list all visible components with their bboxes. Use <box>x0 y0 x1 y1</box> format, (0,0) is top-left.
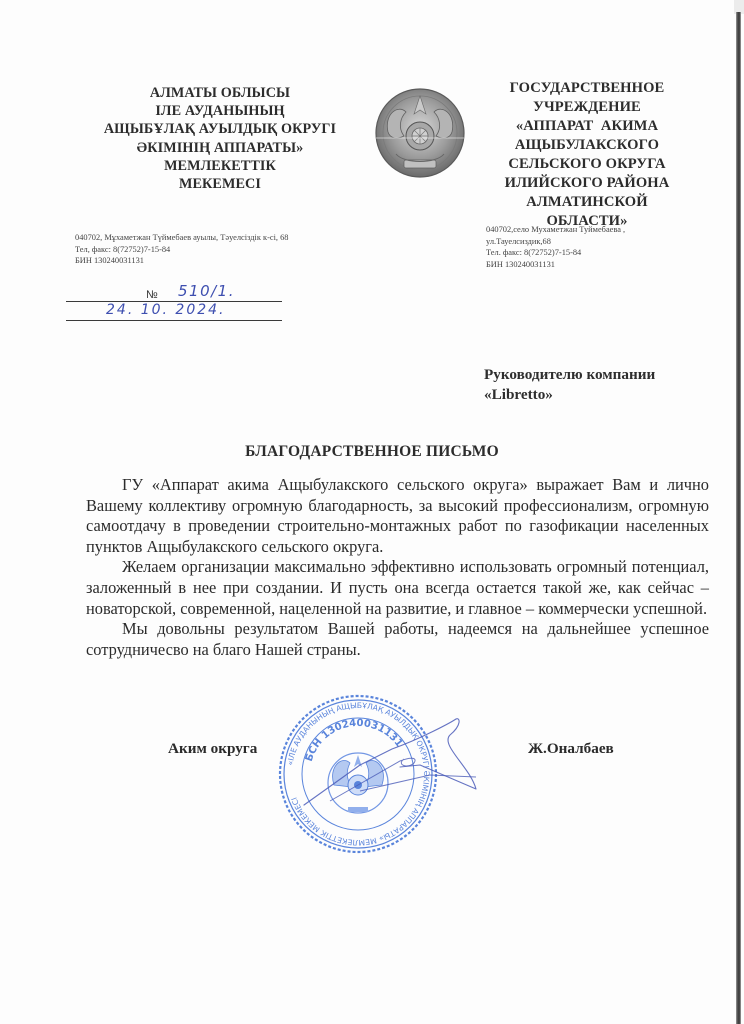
address-line: 040702,село Мухаметжан Туймебаева , <box>486 225 626 234</box>
registration-date-line <box>66 320 282 321</box>
body-paragraph: Мы довольны результатом Вашей работы, надеемся на дальнейшее успешное сотрудничесво на благо Нашей страны. <box>86 619 709 659</box>
header-kazakh-line: ІЛЕ АУДАНЫНЫҢ <box>155 103 285 120</box>
stamp-bin: БСН 130240031131 <box>303 717 405 764</box>
header-russian-line: УЧРЕЖДЕНИЕ <box>533 99 641 115</box>
header-russian <box>472 79 702 231</box>
header-kazakh-line: МЕМЛЕКЕТТІК <box>164 157 276 174</box>
header-kazakh-line: АЛМАТЫ ОБЛЫСЫ <box>149 85 291 101</box>
phone-line: Тел, факс: 8(72752)7-15-84 <box>75 244 171 254</box>
handwritten-signature <box>300 705 480 815</box>
letter-title: БЛАГОДАРСТВЕННОЕ ПИСЬМО <box>245 443 499 460</box>
bin-line: БИН 130240031131 <box>486 259 555 269</box>
registration-date: 24. 10. 2024. <box>106 302 226 318</box>
body-paragraph: Желаем организации максимально эффективно использовать огромный потенциал, заложенный в нее при создании. И пусть она всегда остается такой же, как сейчас – новаторской, современной, нацеленной на развитие, и главное – коммерчески успешной. <box>86 557 709 618</box>
body-paragraph: ГУ «Аппарат акима Ащыбулакского сельского округа» выражает Вам и лично Вашему коллективу огромную благодарность, за высокий профессионализм, огромную самоотдачу в проведении строительно-монтажных работ по газофикации населенных пунктов Ащыбулакского сельского округа. <box>86 475 709 556</box>
header-russian-line: ГОСУДАРСТВЕННОЕ <box>509 80 665 96</box>
letter-body <box>86 475 709 660</box>
stamp-ring-text: «ІЛЕ АУДАНЫНЫҢ АЩЫБҰЛАҚ АУЫЛДЫҚ ОКРУГІ ӘКІМІНІҢ АППАРАТЫ» МЕМЛЕКЕТТІК МЕКЕМЕСІ <box>285 700 432 848</box>
bin-line: БИН 130240031131 <box>75 256 144 265</box>
address-line: 040702, Мұхаметжан Түймебаев ауылы, Тәуелсіздік к-сі, 68 <box>75 233 289 242</box>
phone-line: Тел. факс: 8(72752)7-15-84 <box>486 248 582 257</box>
header-kazakh-line: АЩЫБҰЛАҚ АУЫЛДЫҚ ОКРУГІ <box>103 121 337 138</box>
signatory-name: Ж.Оналбаев <box>528 740 614 757</box>
address-russian <box>486 224 625 270</box>
header-kazakh-line: ӘКІМІНІҢ АППАРАТЫ» <box>136 139 304 156</box>
header-russian-line: АЩЫБУЛАКСКОГО <box>514 137 660 153</box>
signatory-position: Аким округа <box>168 740 258 757</box>
scan-edge-shadow <box>736 12 741 1024</box>
registration-number: 510/1. <box>178 282 235 300</box>
registration-number-label: № <box>146 289 158 301</box>
street-line: ул.Тауелсиздик,68 <box>486 236 551 246</box>
header-russian-line: СЕЛЬСКОГО ОКРУГА <box>508 156 666 172</box>
header-kazakh <box>80 84 360 193</box>
address-kazakh <box>75 232 288 267</box>
header-russian-line: АЛМАТИНСКОЙ <box>526 194 648 210</box>
addressee-line: Руководителю компании <box>484 366 656 383</box>
header-russian-line: ИЛИЙСКОГО РАЙОНА <box>504 175 670 191</box>
header-russian-line: ОБЛАСТИ» <box>546 213 628 229</box>
addressee <box>484 365 655 405</box>
addressee-company: «Libretto» <box>484 386 553 403</box>
header-russian-line: «АППАРАТ АКИМА <box>515 118 659 134</box>
kazakhstan-emblem-icon <box>374 84 466 182</box>
header-kazakh-line: МЕКЕМЕСІ <box>178 176 262 193</box>
